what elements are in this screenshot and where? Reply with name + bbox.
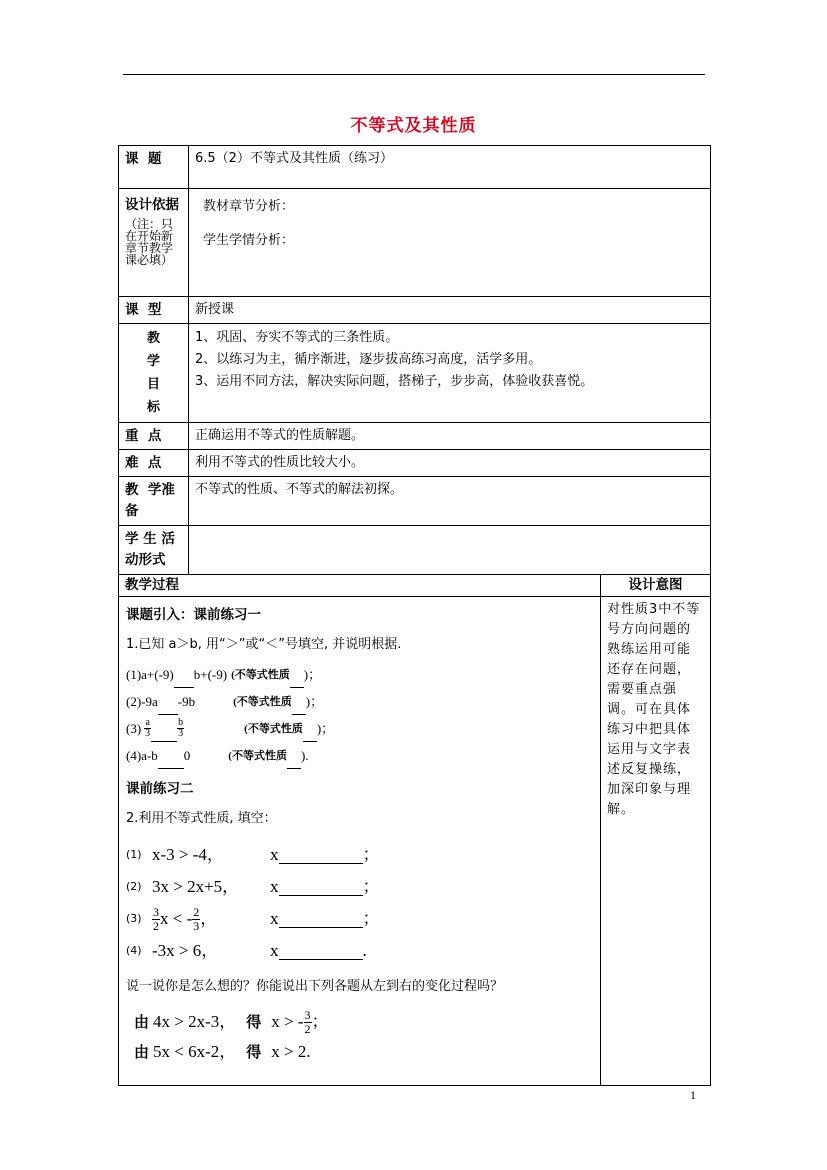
q1-index: (4)	[126, 747, 142, 763]
transform-item	[126, 1037, 594, 1067]
goals-label-char: 目	[146, 377, 160, 392]
row-activity	[119, 526, 711, 575]
q1-expr: a-b	[141, 747, 158, 763]
q1-end: )；	[303, 666, 322, 682]
q2-index: (2)	[126, 880, 142, 893]
prep-label: 教 学准 备	[119, 477, 189, 526]
q2-expr: -3x > 6，	[152, 941, 219, 960]
row-lesson-type	[119, 297, 711, 324]
q2-list	[126, 839, 594, 967]
transform-expr: 4x > 2x-3，	[153, 1012, 237, 1031]
answer-blank[interactable]	[151, 715, 177, 742]
textbook-analysis-label: 教材章节分析：	[203, 199, 295, 214]
row-goals	[119, 324, 711, 423]
transform-list	[126, 1007, 594, 1067]
goals-content	[189, 324, 711, 423]
answer-blank[interactable]	[290, 661, 304, 688]
discussion-prompt: 说一说你是怎么想的？你能说出下列各题从左到右的变化过程吗？	[126, 979, 504, 994]
answer-blank[interactable]	[174, 661, 194, 688]
q1-item	[126, 715, 594, 742]
answer-blank[interactable]	[292, 688, 306, 715]
q1-property-label: (不等式性质	[231, 668, 290, 681]
key-point-label: 重 点	[119, 423, 189, 450]
fraction: $\frac{b}{3}$	[178, 717, 184, 739]
q1-item	[126, 688, 594, 715]
lesson-type-value: 新授课	[189, 297, 711, 324]
q2-var: x	[270, 877, 279, 896]
answer-blank[interactable]	[303, 715, 317, 742]
row-key-point	[119, 423, 711, 450]
q1-index: (1)	[126, 666, 142, 682]
difficulty-value: 利用不等式的性质比较大小。	[189, 450, 711, 477]
goals-label-char: 标	[146, 400, 160, 415]
q1-end: ).	[300, 747, 309, 763]
q1-expr: a+(-9)	[141, 666, 174, 682]
question-1: 1.已知 a＞b, 用“＞”或“＜”号填空, 并说明根据.	[126, 637, 402, 652]
q2-item	[126, 903, 594, 935]
process-header: 教学过程	[119, 575, 601, 597]
fraction: 3 2	[304, 1007, 311, 1036]
get-word: 得	[246, 1043, 262, 1061]
answer-blank[interactable]	[158, 688, 178, 715]
topic-label: 课 题	[119, 146, 189, 189]
row-design-basis	[119, 189, 711, 297]
goal-item: 2、以练习为主，循序渐进，逐步拔高练习高度，活学多用。	[195, 352, 542, 367]
lesson-plan-table	[118, 145, 711, 1086]
goal-item: 1、巩固、夯实不等式的三条性质。	[195, 330, 399, 345]
q1-index: (2)	[126, 693, 142, 709]
q2-index: (3)	[126, 912, 142, 925]
q1-index: (3)	[126, 720, 142, 736]
document-title: 不等式及其性质	[350, 116, 477, 136]
q2-end: ；	[362, 877, 380, 896]
transform-result: x > 2.	[271, 1042, 311, 1061]
activity-value	[189, 526, 711, 575]
q2-var: x	[270, 909, 279, 928]
q1-item	[126, 661, 594, 688]
transform-result: x > -	[271, 1012, 304, 1031]
fraction: 2 3	[193, 904, 200, 933]
design-basis-content	[189, 189, 711, 297]
answer-blank[interactable]	[279, 879, 363, 896]
question-2: 2.利用不等式性质, 填空：	[126, 811, 277, 826]
q2-var: x	[270, 941, 279, 960]
difficulty-label: 难 点	[119, 450, 189, 477]
q1-rhs: 0	[183, 747, 191, 763]
student-analysis-label: 学生学情分析：	[203, 233, 295, 248]
q1-property-label: (不等式性质	[228, 749, 287, 762]
activity-label: 学 生 活动形式	[119, 526, 189, 575]
q2-expr-fraction: 3 2 x < - 2 3 ，	[153, 904, 218, 933]
row-process-body	[119, 597, 711, 1086]
goals-label-char: 教	[146, 331, 160, 346]
from-word: 由	[134, 1013, 150, 1031]
q1-end: )；	[316, 720, 335, 736]
goals-label-char: 学	[146, 354, 160, 369]
get-word: 得	[246, 1013, 262, 1031]
fraction: $\frac{a}{3}$	[145, 717, 151, 739]
q1-property-label: (不等式性质	[244, 722, 303, 735]
q2-expr: 3x > 2x+5，	[152, 877, 240, 896]
transform-expr: 5x < 6x-2，	[153, 1042, 237, 1061]
answer-blank[interactable]	[287, 742, 301, 769]
design-basis-note: （注：只在开始新章节教学课必填）	[125, 217, 174, 267]
q1-end: )；	[305, 693, 324, 709]
design-basis-label: 设计依据	[125, 197, 179, 213]
answer-blank[interactable]	[158, 742, 184, 769]
q1-item	[126, 742, 594, 769]
row-topic	[119, 146, 711, 189]
transform-item	[126, 1007, 594, 1037]
q1-rhs: b+(-9)	[193, 666, 228, 682]
design-basis-label-cell	[119, 189, 189, 297]
answer-blank[interactable]	[279, 943, 363, 960]
q1-property-label: (不等式性质	[233, 695, 292, 708]
practice-2-title: 课前练习二	[126, 781, 194, 797]
intro-title: 课题引入：课前练习一	[126, 607, 261, 623]
q1-list	[126, 661, 594, 769]
q2-end: ；	[362, 909, 380, 928]
q1-expr: -9a	[141, 693, 158, 709]
q1-rhs: -9b	[177, 693, 196, 709]
q2-index: (1)	[126, 848, 142, 861]
from-word: 由	[134, 1043, 150, 1061]
row-process-header	[119, 575, 711, 597]
prep-value: 不等式的性质、不等式的解法初探。	[189, 477, 711, 526]
goals-label	[119, 324, 189, 423]
q2-index: (4)	[126, 944, 142, 957]
q2-item	[126, 935, 594, 967]
answer-blank[interactable]	[279, 847, 363, 864]
key-point-value: 正确运用不等式的性质解题。	[189, 423, 711, 450]
q2-item	[126, 839, 594, 871]
page-number: 1	[690, 1088, 696, 1102]
q2-end: .	[362, 941, 367, 960]
process-content	[119, 597, 601, 1086]
header-rule	[123, 74, 705, 75]
fraction: 3 2	[153, 904, 159, 933]
q2-end: ；	[362, 845, 380, 864]
q2-item	[126, 871, 594, 903]
intent-header: 设计意图	[601, 575, 711, 597]
design-intent: 对性质3中不等号方向问题的熟练运用可能还存在问题，需要重点强调。可在具体练习中把具体运用与文字表述反复操练，加深印象与理解。	[601, 597, 711, 1086]
lesson-type-label: 课 型	[119, 297, 189, 324]
topic-value: 6.5（2）不等式及其性质（练习）	[189, 146, 711, 189]
transform-end: ；	[311, 1012, 329, 1031]
q2-expr: x-3 > -4，	[152, 845, 224, 864]
row-difficulty	[119, 450, 711, 477]
answer-blank[interactable]	[279, 911, 363, 928]
row-prep	[119, 477, 711, 526]
goal-item: 3、运用不同方法，解决实际问题，搭梯子，步步高，体验收获喜悦。	[195, 374, 594, 389]
q2-var: x	[270, 845, 279, 864]
